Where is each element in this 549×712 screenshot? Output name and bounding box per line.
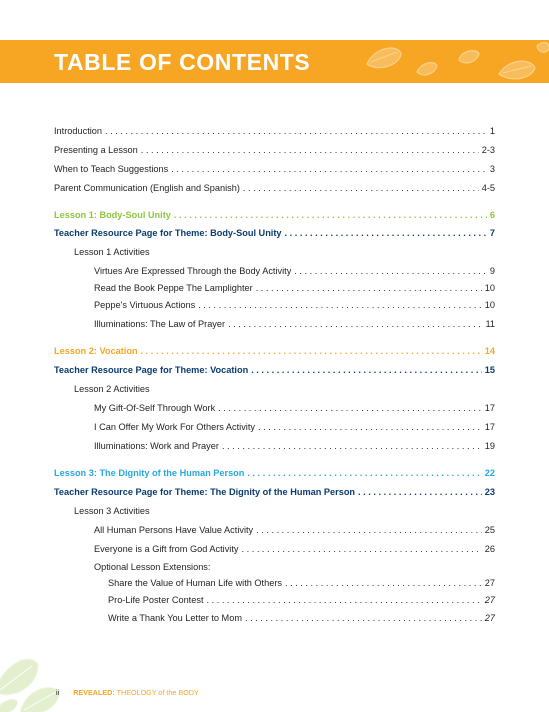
entry-page: 2-3 bbox=[481, 145, 495, 155]
leader-dots bbox=[242, 543, 482, 555]
leader-dots bbox=[174, 209, 487, 221]
toc-entry-lesson-3[interactable] bbox=[54, 467, 495, 479]
entry-page: 11 bbox=[485, 319, 495, 329]
entry-page: 1 bbox=[489, 126, 495, 136]
toc-entry-introduction[interactable] bbox=[54, 125, 495, 137]
leader-dots bbox=[141, 345, 482, 357]
entry-page: 27 bbox=[484, 613, 495, 623]
page-footer bbox=[56, 688, 199, 697]
leader-dots bbox=[222, 440, 482, 452]
entry-page: 25 bbox=[484, 525, 495, 535]
toc-entry-lesson-2[interactable] bbox=[54, 345, 495, 357]
entry-page: 14 bbox=[484, 346, 495, 356]
entry-page: 15 bbox=[484, 365, 495, 375]
toc-entry-when-to-teach[interactable] bbox=[54, 163, 495, 175]
entry-page: 26 bbox=[484, 544, 495, 554]
toc-entry-lesson-2-activity[interactable] bbox=[94, 421, 495, 433]
entry-label: Illuminations: Work and Prayer bbox=[94, 441, 219, 451]
toc-entry-lesson-1[interactable] bbox=[54, 209, 495, 221]
entry-page: 6 bbox=[489, 210, 495, 220]
entry-page: 27 bbox=[484, 578, 495, 588]
page-title: TABLE OF CONTENTS bbox=[54, 49, 311, 75]
toc-entry-lesson-3-resource[interactable] bbox=[54, 486, 495, 498]
leader-dots bbox=[358, 486, 482, 498]
toc-entry-lesson-1-activity[interactable] bbox=[94, 299, 495, 311]
lesson-1-activities-heading: Lesson 1 Activities bbox=[74, 247, 150, 257]
entry-page: 23 bbox=[484, 487, 495, 497]
entry-page: 9 bbox=[489, 266, 495, 276]
leader-dots bbox=[207, 594, 482, 606]
optional-extensions-heading: Optional Lesson Extensions: bbox=[94, 562, 211, 572]
toc-entry-lesson-3-extension[interactable] bbox=[108, 577, 495, 589]
entry-page: 17 bbox=[484, 403, 495, 413]
toc-entry-lesson-2-resource[interactable] bbox=[54, 364, 495, 376]
entry-label: Parent Communication (English and Spanish) bbox=[54, 183, 240, 193]
entry-label: Teacher Resource Page for Theme: The Dignity of the Human Person bbox=[54, 487, 356, 497]
entry-page: 17 bbox=[484, 422, 495, 432]
entry-label: Teacher Resource Page for Theme: Body-Soul Unity bbox=[54, 228, 282, 238]
entry-label: My Gift-Of-Self Through Work bbox=[94, 403, 216, 413]
leader-dots bbox=[256, 524, 482, 536]
lesson-3-activities-heading: Lesson 3 Activities bbox=[74, 506, 150, 516]
leader-dots bbox=[218, 402, 482, 414]
entry-page: 19 bbox=[484, 441, 495, 451]
leader-dots bbox=[141, 144, 479, 156]
entry-label: When to Teach Suggestions bbox=[54, 164, 169, 174]
toc-entry-lesson-3-extension[interactable] bbox=[108, 612, 495, 624]
entry-label: Teacher Resource Page for Theme: Vocation bbox=[54, 365, 249, 375]
entry-page: 22 bbox=[484, 468, 495, 478]
leader-dots bbox=[198, 299, 482, 311]
footer-brand: REVEALED: bbox=[73, 688, 115, 697]
leader-dots bbox=[256, 282, 482, 294]
entry-label: Share the Value of Human Life with Others bbox=[108, 578, 282, 588]
leader-dots bbox=[294, 265, 487, 277]
leader-dots bbox=[251, 364, 482, 376]
toc-entry-lesson-1-activity[interactable] bbox=[94, 318, 495, 330]
toc-entry-lesson-1-resource[interactable] bbox=[54, 227, 495, 239]
entry-label: I Can Offer My Work For Others Activity bbox=[94, 422, 255, 432]
toc-entry-presenting[interactable] bbox=[54, 144, 495, 156]
lesson-2-activities-heading: Lesson 2 Activities bbox=[74, 384, 150, 394]
entry-page: 27 bbox=[484, 595, 495, 605]
entry-label: Pro-Life Poster Contest bbox=[108, 595, 204, 605]
entry-label: Introduction bbox=[54, 126, 103, 136]
entry-label: Lesson 1: Body-Soul Unity bbox=[54, 210, 171, 220]
leader-dots bbox=[247, 467, 481, 479]
leader-dots bbox=[245, 612, 482, 624]
entry-label: Peppe's Virtuous Actions bbox=[94, 300, 196, 310]
entry-page: 10 bbox=[484, 283, 495, 293]
entry-label: Read the Book Peppe The Lamplighter bbox=[94, 283, 253, 293]
toc-entry-lesson-3-activity[interactable] bbox=[94, 524, 495, 536]
page-number: ii bbox=[56, 688, 60, 697]
entry-page: 4-5 bbox=[481, 183, 495, 193]
toc-entry-lesson-3-extension[interactable] bbox=[108, 594, 495, 606]
entry-page: 10 bbox=[484, 300, 495, 310]
leader-dots bbox=[171, 163, 487, 175]
entry-label: Illuminations: The Law of Prayer bbox=[94, 319, 226, 329]
leaf-decoration-icon bbox=[0, 622, 80, 712]
toc-entry-lesson-2-activity[interactable] bbox=[94, 402, 495, 414]
footer-series-title: THEOLOGY of the BODY bbox=[116, 688, 199, 697]
leader-dots bbox=[285, 227, 487, 239]
leader-dots bbox=[285, 577, 482, 589]
entry-label: Everyone is a Gift from God Activity bbox=[94, 544, 239, 554]
entry-page: 7 bbox=[489, 228, 495, 238]
toc-entry-lesson-1-activity[interactable] bbox=[94, 282, 495, 294]
toc-entry-lesson-2-activity[interactable] bbox=[94, 440, 495, 452]
toc-entry-lesson-1-activity[interactable] bbox=[94, 265, 495, 277]
leader-dots bbox=[243, 182, 479, 194]
entry-label: Lesson 3: The Dignity of the Human Person bbox=[54, 468, 245, 478]
entry-label: Presenting a Lesson bbox=[54, 145, 138, 155]
entry-label: All Human Persons Have Value Activity bbox=[94, 525, 254, 535]
leader-dots bbox=[228, 318, 482, 330]
leader-dots bbox=[258, 421, 482, 433]
entry-label: Lesson 2: Vocation bbox=[54, 346, 138, 356]
entry-label: Virtues Are Expressed Through the Body Activity bbox=[94, 266, 292, 276]
toc-entry-lesson-3-activity[interactable] bbox=[94, 543, 495, 555]
leader-dots bbox=[105, 125, 487, 137]
toc-entry-parent-communication[interactable] bbox=[54, 182, 495, 194]
entry-page: 3 bbox=[489, 164, 495, 174]
entry-label: Write a Thank You Letter to Mom bbox=[108, 613, 242, 623]
